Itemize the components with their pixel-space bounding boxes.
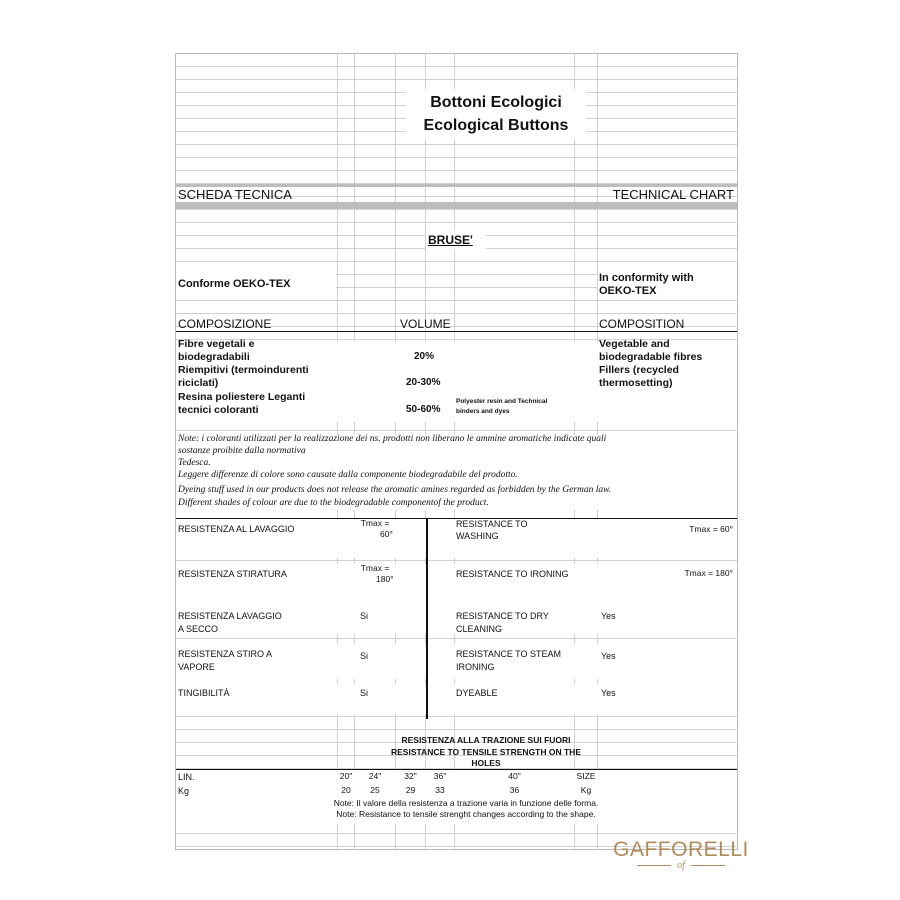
resistance-it-value: Si bbox=[360, 651, 369, 661]
chart-header-left: SCHEDA TECNICA bbox=[178, 187, 292, 202]
page-subtitle: Ecological Buttons bbox=[423, 117, 569, 134]
logo-sub: of bbox=[606, 860, 756, 871]
resistance-it-label: A SECCO bbox=[178, 624, 219, 634]
resistance-en-label: DYEABLE bbox=[456, 688, 498, 698]
kg-value: 25 bbox=[370, 785, 380, 795]
resistance-en-label: CLEANING bbox=[456, 624, 503, 634]
kg-value: 20 bbox=[341, 785, 351, 795]
resistance-it-label: RESISTENZA LAVAGGIO bbox=[178, 611, 282, 621]
resistance-it-value: Si bbox=[360, 611, 369, 621]
composition-volume: 50-60% bbox=[406, 404, 441, 415]
resistance-en-value: Yes bbox=[601, 651, 616, 661]
size-label: SIZE bbox=[576, 771, 596, 781]
resistance-it-label: TINGIBILITÀ bbox=[178, 688, 230, 698]
product-name: BRUSE' bbox=[428, 233, 473, 247]
resistance-en-label: RESISTANCE TO bbox=[456, 519, 528, 529]
composition-en-line: Fillers (recycled bbox=[599, 364, 679, 376]
resistance-en-value: Tmax = 180° bbox=[684, 568, 733, 578]
note-line: Tedesca. bbox=[178, 458, 211, 468]
resistance-it-value: Si bbox=[360, 688, 369, 698]
composition-en-line: Vegetable and bbox=[599, 338, 670, 350]
resistance-en-value: Yes bbox=[601, 688, 616, 698]
size-value: 24" bbox=[368, 771, 382, 781]
size-value: 40" bbox=[508, 771, 521, 781]
page-title: Bottoni Ecologici bbox=[430, 94, 562, 111]
resistance-it-label: RESISTENZA STIRO A bbox=[178, 649, 273, 659]
composition-note-line: Polyester resin and Technical bbox=[456, 398, 548, 405]
composition-en-line: biodegradable fibres bbox=[599, 351, 703, 363]
resistance-it-value: Tmax = bbox=[360, 563, 390, 573]
resistance-it-label: RESISTENZA STIRATURA bbox=[178, 569, 287, 579]
lin-label: LIN. bbox=[178, 772, 195, 782]
size-value: 36" bbox=[433, 771, 447, 781]
composition-it-line: riciclati) bbox=[178, 377, 219, 389]
technical-sheet bbox=[175, 53, 738, 850]
logo-name: GAFFORELLI bbox=[613, 838, 749, 861]
resistance-it-label: RESISTENZA AL LAVAGGIO bbox=[178, 524, 295, 534]
composition-note-line: binders and dyes bbox=[456, 408, 510, 415]
note-line: Leggere differenze di colore sono causate dalla componente biodegradabile del prodotto. bbox=[178, 470, 518, 480]
kg-unit: Kg bbox=[580, 785, 592, 795]
composition-it-line: biodegradabili bbox=[178, 351, 250, 363]
composition-volume: 20% bbox=[414, 351, 435, 362]
composition-en-line: thermosetting) bbox=[599, 377, 673, 389]
composition-volume: 20-30% bbox=[406, 377, 441, 388]
tensile-title-line: HOLES bbox=[471, 758, 501, 768]
composition-it-line: Riempitivi (termoindurenti bbox=[178, 364, 309, 376]
resistance-en-label: RESISTANCE TO IRONING bbox=[456, 569, 569, 579]
size-value: 20" bbox=[339, 771, 353, 781]
kg-value: 29 bbox=[405, 785, 416, 795]
resistance-en-value: Tmax = 60° bbox=[689, 524, 733, 534]
resistance-en-label: IRONING bbox=[456, 662, 495, 672]
resistance-en-label: RESISTANCE TO STEAM bbox=[456, 649, 562, 659]
tensile-title-line: RESISTANCE TO TENSILE STRENGTH ON THE bbox=[390, 747, 581, 757]
note-line: sostanze proibite dalla normativa bbox=[178, 446, 306, 456]
kg-value: 36 bbox=[509, 785, 520, 795]
grey-band bbox=[176, 202, 737, 209]
composition-it-line: Fibre vegetali e bbox=[178, 338, 255, 350]
composition-it-line: tecnici coloranti bbox=[178, 404, 259, 416]
brand-logo bbox=[606, 838, 756, 871]
resistance-en-label: WASHING bbox=[456, 531, 499, 541]
resistance-en-value: Yes bbox=[601, 611, 616, 621]
resistance-it-value: 180° bbox=[376, 574, 394, 584]
resistance-it-value: 60° bbox=[380, 529, 393, 539]
resistance-it-label: VAPORE bbox=[178, 662, 215, 672]
size-value: 32" bbox=[404, 771, 417, 781]
kg-label: Kg bbox=[178, 786, 190, 796]
resistance-en-label: RESISTANCE TO DRY bbox=[456, 611, 549, 621]
chart-header-right: TECHNICAL CHART bbox=[612, 187, 734, 202]
note-line: Note: i coloranti utilizzati per la realizzazione dei ns. prodotti non liberano le ammine aromatiche indicate quali bbox=[178, 434, 607, 444]
tensile-title-line: RESISTENZA ALLA TRAZIONE SUI FUORI bbox=[401, 735, 571, 745]
resistance-it-value: Tmax = bbox=[360, 518, 390, 528]
divider-line bbox=[426, 519, 428, 719]
note-line: Different shades of colour are due to the biodegradable componentof the product. bbox=[178, 498, 489, 508]
tensile-note-it: Note: Il valore della resistenza a trazione varia in funzione delle forma. bbox=[333, 798, 599, 808]
tensile-note-en: Note: Resistance to tensile strenght changes according to the shape. bbox=[336, 809, 596, 819]
composition-it-line: Resina poliestere Leganti bbox=[178, 391, 306, 403]
volume-header: VOLUME bbox=[400, 317, 451, 331]
conformity-en-line2: OEKO-TEX bbox=[599, 285, 657, 297]
conformity-en-line1: In conformity with bbox=[599, 272, 694, 284]
conformity-it: Conforme OEKO-TEX bbox=[178, 278, 291, 290]
composition-header-en: COMPOSITION bbox=[599, 317, 685, 331]
section-rule bbox=[176, 769, 737, 770]
kg-value: 33 bbox=[435, 785, 445, 795]
note-line: Dyeing stuff used in our products does not release the aromatic amines regarded as forbidden by the German law. bbox=[178, 485, 612, 495]
composition-header-it: COMPOSIZIONE bbox=[178, 317, 272, 331]
